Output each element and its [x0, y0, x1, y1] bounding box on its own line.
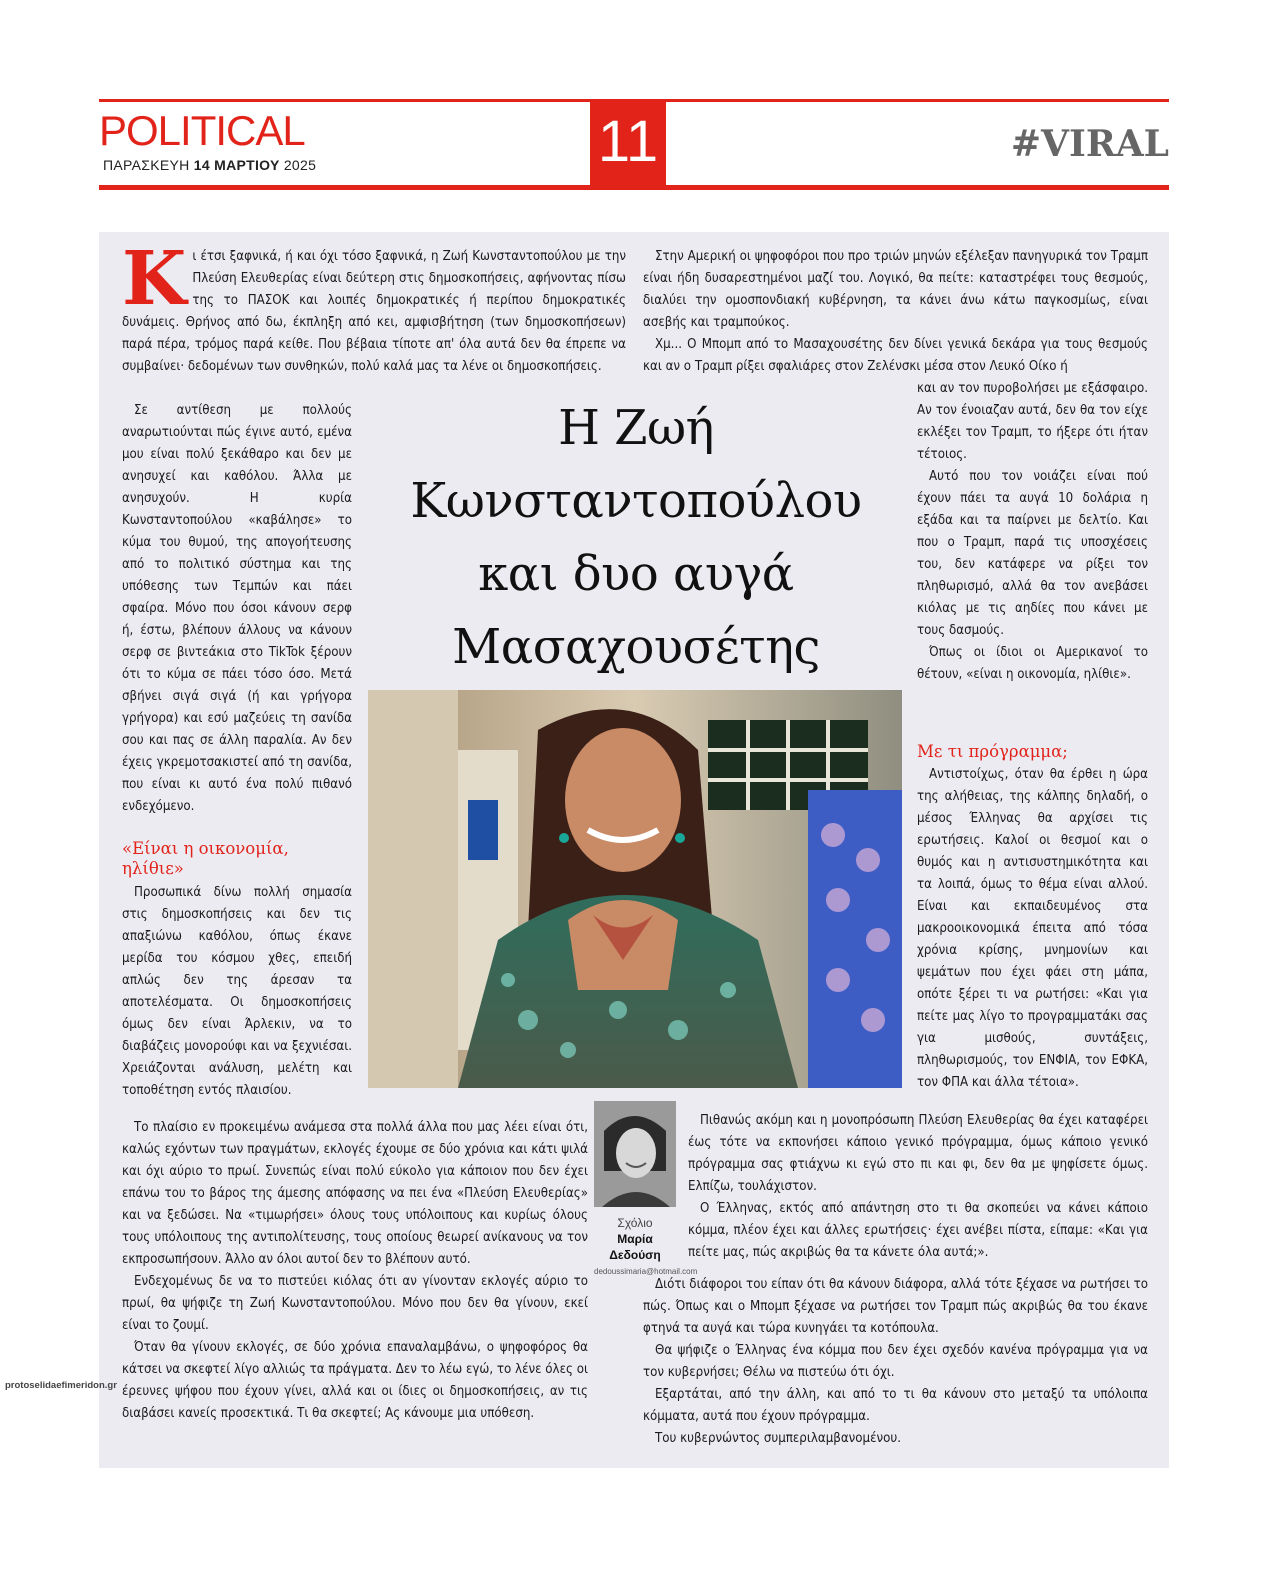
- top-right-paragraph-2: Χμ... Ο Μπομπ από το Μασαχουσέτης δεν δίνει γενικά δεκάρα για τους θεσμούς και αν ο Τραμπ ρίξει σφαλιάρες στον Ζελένσκι μέσα στον Λευκό Οίκο ή: [643, 337, 1148, 374]
- right-paragraph-4: Αντιστοίχως, όταν θα έρθει η ώρα της αλήθειας, της κάλπης δηλαδή, ο μέσος Έλληνας θα αρχίσει τις ερωτήσεις. Καλοί οι θεσμοί και ο θυμός και η αντισυστημικότητα και τα λοιπά, όμως το θέμα είναι αλλού. Είναι και εκπαιδευμένος στα μακροοικονομικά έπειτα από τόσα χρόνια κρίσης, μνημονίων και ψεμάτων που έχει φάει στη μάπα, οπότε ξέρει τι να ρωτήσει: «Και για πείτε μας λίγο το προγραμματάκι σας για μισθούς, συντάξεις, πληθωρισμούς, τον ΕΝΦΙΑ, τον ΕΦΚΑ, τον ΦΠΑ και άλλα τέτοια».: [917, 767, 1148, 1090]
- portrait-illustration: [368, 690, 902, 1088]
- section-title: POLITICAL: [99, 107, 305, 154]
- right-column-bottom: [917, 764, 1148, 1094]
- columnist-email[interactable]: dedoussimaria@hotmail.com: [594, 1267, 698, 1276]
- bottom-right-paragraph-3: Διότι διάφοροι του είπαν ότι θα κάνουν διάφορα, αλλά τότε ξέχασε να ρωτήσει το πώς. Όπως και ο Μπομπ ξέχασε να ρωτήσει τον Τραμπ πώς ακριβώς θα του έκανε φτηνά τα αυγά και τώρα κυνηγάει τα κοτόπουλα.: [643, 1277, 1148, 1336]
- left-column-bottom: [122, 882, 352, 1102]
- headline-line-2: Κωνσταντοπούλου: [410, 473, 862, 529]
- dateline-day: ΠΑΡΑΣΚΕΥΗ: [103, 157, 194, 173]
- dateline: [103, 157, 316, 173]
- headline-line-4: Μασαχουσέτης: [452, 619, 820, 675]
- subhead-program: Με τι πρόγραμμα;: [917, 742, 1068, 761]
- bottom-left-paragraph-3: Όταν θα γίνουν εκλογές, σε δύο χρόνια επαναλαμβάνω, ο ψηφοφόρος θα κάτσει να σκεφτεί λίγο αλλιώς τα πράγματα. Δεν το λέω εγώ, το λένε όλες οι έρευνες ψήφου που έχουν γίνει, αλλά και οι ίδιες οι δημοσκοπήσεις, αν τις διαβάσει κανείς προσεκτικά. Τι θα σκεφτεί; Ας κάνουμε μια υπόθεση.: [122, 1340, 588, 1421]
- bottom-right-paragraph-4: Θα ψήφιζε ο Έλληνας ένα κόμμα που δεν έχει σχεδόν κανένα πρόγραμμα για να τον κυβερνήσει; Θέλω να πιστεύω ότι όχι.: [643, 1343, 1148, 1380]
- drop-cap: Κ: [122, 236, 187, 322]
- bottom-right-paragraph-1: Πιθανώς ακόμη και η μονοπρόσωπη Πλεύση Ελευθερίας θα έχει καταφέρει έως τότε να εκπονήσει κάποιο γενικό πρόγραμμα, όμως κάποιο γενικό πρόγραμμα σας φτιάχνω κι εγώ στο πι και φι, δεν θα με ψηφίσετε όμως. Ελπίζω, τουλάχιστον.: [688, 1113, 1148, 1194]
- subhead-economy: «Είναι η οικονομία, ηλίθιε»: [122, 839, 289, 878]
- left-column-top: [122, 400, 352, 818]
- headline-line-3: και δυο αυγά: [478, 546, 794, 602]
- bottom-left-block: [122, 1117, 588, 1425]
- page-number: 11: [590, 99, 666, 185]
- right-column-top: [917, 378, 1148, 686]
- bottom-left-paragraph-1: Το πλαίσιο εν προκειμένω ανάμεσα στα πολλά άλλα που μας λέει είναι ότι, καλώς εχόντων των πραγμάτων, εκλογές έχουμε σε δύο χρόνια και κάτι ψιλά και όχι αύριο το πρωί. Συνεπώς είναι πολύ εύκολο για κάποιον που δεν έχει επάνω του το βάρος της άμεσης απόφασης να πει ένα «Πλεύση Ελευθερίας» και να ξεδώσει. Να «τιμωρήσει» όλους τους υπόλοιπους και κυρίως όλους τους υπόλοιπους της αντιπολίτευσης, τους οποίους θεωρεί ανίκανους να τον εκπροσωπήσουν. Άλλο αν όλοι αυτοί δεν το βλέπουν αυτό.: [122, 1120, 588, 1267]
- dateline-year: 2025: [279, 157, 317, 173]
- dateline-date: 14 ΜΑΡΤΙΟΥ: [193, 157, 280, 173]
- right-paragraph-1: και αν τον πυροβολήσει με εξάσφαιρο. Αν τον ένοιαζαν αυτά, δεν θα τον είχε εκλέξει τον Τραμπ, το ήξερε ότι ήταν τέτοιος.: [917, 381, 1148, 462]
- columnist-first-name: Μαρία: [617, 1232, 653, 1246]
- left-paragraph-2: Προσωπικά δίνω πολλή σημασία στις δημοσκοπήσεις και δεν τις απαξιώνω καθόλου, όπως έκανε μερίδα του κόσμου χθες, επειδή απλώς δεν της άρεσαν τα αποτελέσματα. Οι δημοσκοπήσεις όμως δεν είναι Άρλεκιν, να το διαβάζεις μονορούφι και να ξεχνιέσαι. Χρειάζονται ανάλυση, μελέτη και τοποθέτηση εντός πλαισίου.: [122, 885, 352, 1098]
- bottom-right-paragraph-2: Ο Έλληνας, εκτός από απάντηση στο τι θα σκοπεύει να κάνει κάποιο κόμμα, πλέον έχει και άλλες ερωτήσεις· έχει ανέβει πίστα, είπαμε: «Και για πείτε μας, πώς ακριβώς θα τα κάνετε όλα αυτά;».: [688, 1201, 1148, 1260]
- bottom-right-block: [688, 1110, 1148, 1264]
- intro-paragraph: ι έτσι ξαφνικά, ή και όχι τόσο ξαφνικά, η Ζωή Κωνσταντοπούλου με την Πλεύση Ελευθερίας είναι δεύτερη στις δημοσκοπήσεις, αφήνοντας πίσω της το ΠΑΣΟΚ και λοιπές δημοκρατικές ή περίπου δημοκρατικές δυνάμεις. Θρήνος από δω, έκπληξη από κει, αμφισβήτηση (των δημοσκοπήσεων) παρά πέρα, τρόμος παρά κείθε. Που βέβαια τίποτε απ' όλα αυτά δεν θα έπρεπε να συμβαίνει· δεδομένων των συνθηκών, πολύ καλά μας τα λένε οι δημοσκοπήσεις.: [122, 249, 626, 374]
- article-intro: [122, 236, 626, 378]
- bottom-left-paragraph-2: Ενδεχομένως δε να το πιστεύει κιόλας ότι αν γίνονταν εκλογές αύριο το πρωί, θα ψήφιζε τη Ζωή Κωνσταντοπούλου. Μόνο που δεν θα γίνουν, εκεί είναι το ζουμί.: [122, 1274, 588, 1333]
- bottom-right-continued: [643, 1274, 1148, 1450]
- top-right-paragraph-1: Στην Αμερική οι ψηφοφόροι που προ τριών μηνών εξέλεξαν πανηγυρικά τον Τραμπ είναι ήδη δυσαρεστημένοι μαζί του. Λογικό, θα πείτε: καταστρέφει τους θεσμούς, διαλύει την ομοσπονδιακή κυβέρνηση, τα κάνει άνω κάτω παγκοσμίως, είναι ασεβής και τραμπούκος.: [643, 249, 1148, 330]
- top-right-block: [643, 246, 1148, 378]
- headline-line-1: Η Ζωή: [558, 400, 714, 456]
- columnist-last-name: Δεδούση: [609, 1248, 661, 1262]
- bottom-right-paragraph-5: Εξαρτάται, από την άλλη, και από το τι θα κάνουν στο μεταξύ τα υπόλοιπα κόμματα, αυτά που έχουν πρόγραμμα.: [643, 1387, 1148, 1424]
- masthead-bottom-rule: [99, 185, 1169, 190]
- watermark: protoselidaefimeridon.gr: [5, 1380, 117, 1391]
- main-photo: [368, 690, 902, 1088]
- columnist-role: Σχόλιο: [617, 1216, 653, 1230]
- columnist-box: [594, 1101, 698, 1276]
- right-paragraph-2: Αυτό που τον νοιάζει είναι πού έχουν πάει τα αυγά 10 δολάρια η εξάδα και τα παίρνει με δελτίο. Και που ο Τραμπ, παρά τις υποσχέσεις του, δεν κατάφερε να ρίξει τον πληθωρισμό, αλλά θα τον ανεβάσει κιόλας με τις αηδίες που κάνει με τους δασμούς.: [917, 469, 1148, 638]
- section-tag: #VIRAL: [1010, 123, 1169, 165]
- right-paragraph-3: Όπως οι ίδιοι οι Αμερικανοί το θέτουν, «είναι η οικονομία, ηλίθιε».: [917, 645, 1148, 682]
- headline: [372, 392, 900, 684]
- columnist-photo: [594, 1101, 676, 1207]
- bottom-right-paragraph-6: Του κυβερνώντος συμπεριλαμβανομένου.: [655, 1431, 901, 1446]
- columnist-portrait: [594, 1101, 676, 1207]
- left-paragraph-1: Σε αντίθεση με πολλούς αναρωτιούνται πώς έγινε αυτό, εμένα μου είναι πολύ ξεκάθαρο και δεν με ανησυχεί και καθόλου. Άλλα με ανησυχούν. Η κυρία Κωνσταντοπούλου «καβάλησε» το κύμα του θυμού, της απογοήτευσης από το πολιτικό σύστημα και της υπόθεσης των Τεμπών και πάει σφαίρα. Μόνο που όσοι κάνουν σερφ ή, έστω, βλέπουν άλλους να κάνουν σερφ σε βιντεάκια στο TikTok ξέρουν ότι το κύμα σε πάει τόσο όσο. Μετά σβήνει σιγά σιγά (ή και γρήγορα γρήγορα) και εσύ μαζεύεις τη σανίδα σου και πας σε άλλη παραλία. Αν δεν έχεις γκρεμοτσακιστεί από τη σανίδα, που είναι κι αυτό ένα πολύ πιθανό ενδεχόμενο.: [122, 403, 352, 814]
